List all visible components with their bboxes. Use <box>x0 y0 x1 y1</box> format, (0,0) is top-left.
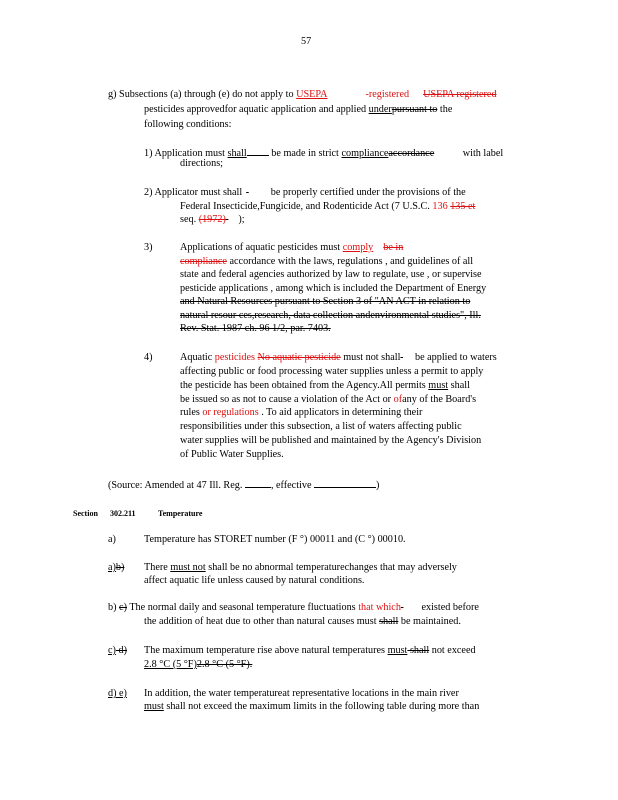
temp-b-number <box>108 562 124 574</box>
item4-no-aquatic-deleted: No aquatic pesticide <box>257 352 341 363</box>
item4-text-5c: . To aid applicators in determining their <box>258 407 423 418</box>
temp-e-line-2 <box>144 701 479 713</box>
item4-text-4a: be issued so as not to cause a violation of the Act or <box>180 394 394 405</box>
item2-136: 136 <box>432 201 448 212</box>
item4-rules: rules <box>180 407 203 418</box>
temp-d-line-1 <box>144 645 476 657</box>
item3-text-2b: accordance with the laws, regulations , and guidelines of all <box>226 256 474 267</box>
temp-e-line-1: In addition, the water temperatureat representative locations in the main river <box>144 688 459 699</box>
item2-line-3 <box>180 214 245 226</box>
item2-close: ); <box>235 214 245 225</box>
item1-accordance: accordance <box>388 148 435 159</box>
section-label: Section <box>73 509 98 518</box>
temp-d-num: c) <box>108 645 116 656</box>
g-usepa-registered-deleted: USEPA registered <box>423 89 497 100</box>
item1-text-c: be made in strict <box>268 148 342 159</box>
g-pursuant-deleted: pursuant to <box>391 104 438 115</box>
temp-b-num-a: a) <box>108 562 116 573</box>
item3-compliance-deleted: compliance <box>180 256 227 267</box>
item4-line-5 <box>180 407 422 419</box>
g-under-inserted: under <box>368 104 392 115</box>
g-text-2d: the <box>437 104 453 115</box>
temp-c-text-2a: the addition of heat due to other than natural causes must <box>144 616 380 627</box>
temp-d-value-old: 2.8 °C (5 °F). <box>196 659 253 670</box>
temp-d-value-new: 2.8 °C (5 °F) <box>144 659 197 670</box>
item3-number: 3) <box>144 242 153 253</box>
item3-line-7-deleted: Rev. Stat. 1987 ch. 96 1/2, par. 7403. <box>180 323 331 334</box>
temp-e-num: d) e) <box>108 688 127 699</box>
temp-e-text-b: shall not exceed the maximum limits in the following table during more than <box>163 701 480 712</box>
item2-seq: seq. <box>180 214 199 225</box>
item2-text-2: Federal Insecticide,Fungicide, and Rodenticide Act (7 U.S.C. <box>180 201 433 212</box>
temp-c-num-old: c) <box>119 602 127 613</box>
g-text-2a: pesticides approvedfor aquatic application and applied <box>144 104 369 115</box>
item3-line-5-deleted: and Natural Resources pursuant to Section 3 of "AN ACT in relation to <box>180 296 471 307</box>
item3-line-3: state and federal agencies authorized by law to regulate, use , or supervise <box>180 269 482 280</box>
item3-line-6-deleted: natural resour ces,research, data collection andenvironmental studies", Ill. <box>180 310 481 321</box>
item3-line-2 <box>180 256 473 268</box>
item1-text-a: 1) Application must <box>144 148 228 159</box>
g-line-3: following conditions: <box>144 119 232 130</box>
item3-text-a: Applications of aquatic pesticides must <box>180 242 343 253</box>
item4-of-inserted: of <box>393 394 403 405</box>
source-text-c: ) <box>376 480 380 491</box>
temp-d-shall-deleted: shall <box>407 645 430 656</box>
item2-text-a: 2) Applicator must shall <box>144 187 243 198</box>
item2-text-b: be properly certified under the provisions of the <box>268 187 466 198</box>
g-usepa-inserted: USEPA <box>296 89 328 100</box>
temp-d-num-old: d) <box>115 645 127 656</box>
item4-line-7: water supplies will be published and maintained by the Agency's Division <box>180 435 482 446</box>
source-reg-blank <box>245 478 271 488</box>
item4-text-3a: the pesticide has been obtained from the Agency.All permits <box>180 380 429 391</box>
item2-line-1 <box>144 187 466 199</box>
item4-line-2: affecting public or food processing water supplies unless a permit to apply <box>180 366 484 377</box>
temp-c-shall-deleted: shall <box>379 616 399 627</box>
item4-pesticides-inserted: pesticides <box>214 352 255 363</box>
temp-e-must: must <box>144 701 164 712</box>
temp-b-text-c: shall be no abnormal temperaturechanges that may adversely <box>205 562 457 573</box>
section-title: Temperature <box>158 509 203 518</box>
temp-b-num-b: b) <box>115 562 125 573</box>
item4-line-8: of Public Water Supplies. <box>180 449 284 460</box>
temp-d-must: must <box>387 645 408 656</box>
item4-text-4c: any of the Board's <box>402 394 477 405</box>
temp-a-number: a) <box>108 534 116 545</box>
g-intro-text: g) Subsections (a) through (e) do not apply to <box>108 89 297 100</box>
item1-line-2: directions; <box>180 158 224 169</box>
temp-a-text: Temperature has STORET number (F °) 00011 and (C °) 00010. <box>144 534 406 545</box>
item2-1972-deleted: (1972) <box>198 214 226 225</box>
temp-c-line-1 <box>108 602 479 614</box>
g-registered-inserted: -registered <box>365 89 410 100</box>
item4-aquatic: Aquatic <box>180 352 215 363</box>
item4-or-regulations: or regulations <box>202 407 259 418</box>
source-text-b: , effective <box>270 480 315 491</box>
temp-c-text-a: The normal daily and seasonal temperature fluctuations <box>126 602 359 613</box>
item3-line-1 <box>180 242 403 254</box>
item4-text-e: be applied to waters <box>412 352 497 363</box>
g-line-1 <box>108 89 497 101</box>
item4-number: 4) <box>144 352 153 363</box>
temp-c-existed: existed before <box>418 602 479 613</box>
temp-b-there: There <box>144 562 171 573</box>
item4-must: must <box>428 380 449 391</box>
temp-d-not-exceed: not exceed <box>429 645 476 656</box>
item4-line-3 <box>180 380 470 392</box>
temp-b-line-2: affect aquatic life unless caused by natural conditions. <box>144 575 365 586</box>
item1-compliance: compliance <box>341 148 389 159</box>
source-note <box>108 478 379 492</box>
temp-d-number <box>108 645 127 657</box>
item4-line-6: responsibilities under this subsection, a list of waters affecting public <box>180 421 462 432</box>
item1-text-f: with label <box>460 148 504 159</box>
item4-line-1 <box>180 352 497 364</box>
item4-shall: shall <box>448 380 470 391</box>
item1-shall: shall <box>227 148 247 159</box>
temp-d-line-2 <box>144 659 252 671</box>
item2-line-2 <box>180 201 475 213</box>
item4-line-4 <box>180 394 476 406</box>
temp-c-num: b) <box>108 602 120 613</box>
item2-135-deleted: 135 et <box>450 201 476 212</box>
page-number: 57 <box>301 36 312 47</box>
section-number: 302.211 <box>110 509 136 518</box>
source-effective-blank <box>314 478 376 488</box>
temp-c-that: that which <box>358 602 401 613</box>
temp-e-number <box>108 688 127 700</box>
temp-c-line-2 <box>144 616 461 628</box>
temp-b-must-not: must not <box>170 562 206 573</box>
g-line-2 <box>144 104 452 116</box>
item4-must-not: must not shall <box>340 352 401 363</box>
temp-d-text-a: The maximum temperature rise above natural temperatures <box>144 645 388 656</box>
item3-be-in-deleted: be in <box>383 242 404 253</box>
source-text-a: (Source: Amended at 47 Ill. Reg. <box>108 480 245 491</box>
temp-b-line-1 <box>144 562 457 574</box>
item3-line-4: pesticide applications , among which is included the Department of Energy <box>180 283 487 294</box>
item3-comply: comply <box>342 242 374 253</box>
temp-c-text-2c: be maintained. <box>398 616 461 627</box>
